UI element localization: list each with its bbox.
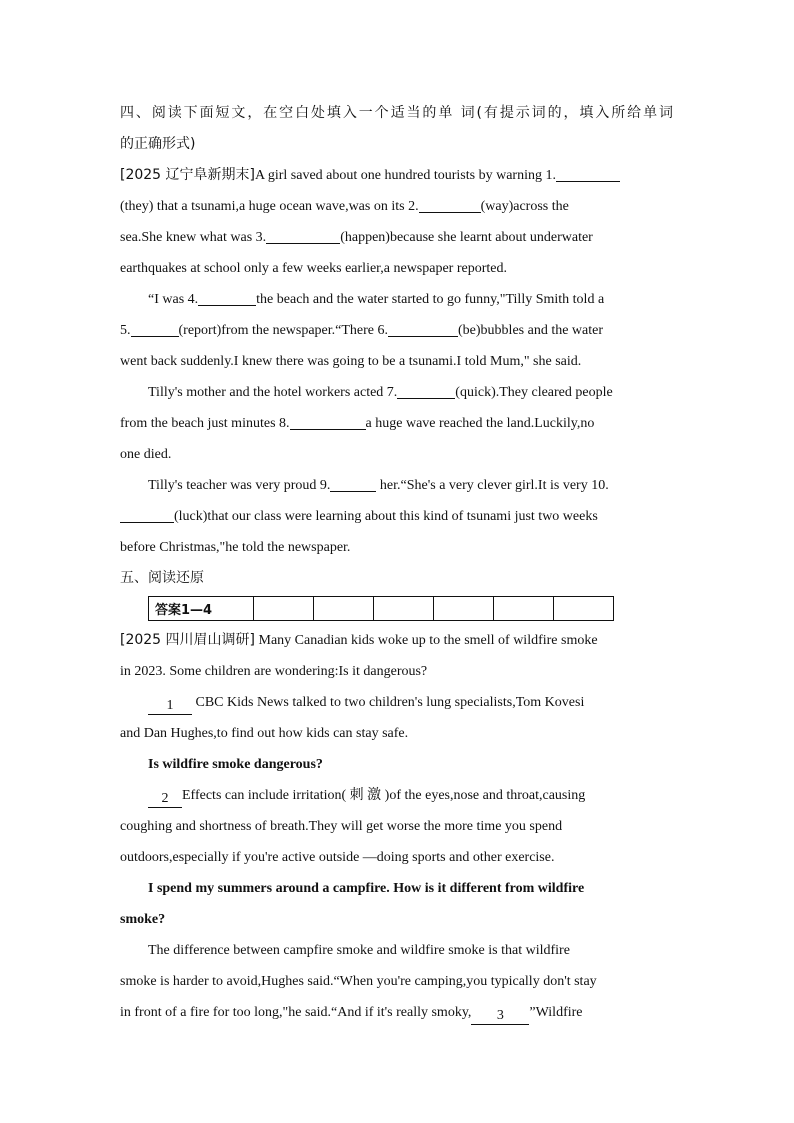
passage2-line: 1 CBC Kids News talked to two children's lung specialists,Tom Kovesi: [120, 687, 673, 718]
subheading-question-cont: smoke?: [120, 912, 166, 927]
answer-blank-6[interactable]: [388, 320, 458, 337]
answer-cell-4[interactable]: [434, 597, 494, 621]
passage1-line: Tilly's teacher was very proud 9. her.“She's a very clever girl.It is very 10.: [120, 470, 673, 501]
passage1-line: one died.: [120, 447, 172, 462]
passage1-line: 5. (report)from the newspaper.“There 6. (be)bubbles and the water: [120, 315, 673, 346]
passage1-line: went back suddenly.I knew there was going to be a tsunami.I told Mum," she said.: [120, 354, 582, 369]
passage1-line: before Christmas,"he told the newspaper.: [120, 540, 351, 555]
passage1-line: “I was 4. the beach and the water started to go funny,"Tilly Smith told a: [120, 284, 673, 315]
passage1-line: earthquakes at school only a few weeks earlier,a newspaper reported.: [120, 261, 507, 276]
passage2-line: coughing and shortness of breath.They will get worse the more time you spend: [120, 819, 563, 834]
passage2-line: in front of a fire for too long,"he said.“And if it's really smoky, 3 ”Wildfire: [120, 1005, 583, 1023]
answer-cell-1[interactable]: [254, 597, 314, 621]
document-page: [120, 98, 673, 1028]
passage1-line: sea.She knew what was 3. (happen)because she learnt about underwater: [120, 222, 673, 253]
answer-blank-5[interactable]: [131, 320, 179, 337]
answer-cell-6[interactable]: [554, 597, 614, 621]
answer-cell-5[interactable]: [494, 597, 554, 621]
passage2-line: [2025 四川眉山调研] Many Canadian kids woke up to the smell of wildfire smoke: [120, 632, 598, 648]
section4-heading-cont: 的正确形式): [120, 136, 196, 152]
passage1-line: (they) that a tsunami,a huge ocean wave,was on its 2. (way)across the: [120, 191, 673, 222]
passage1-line: Tilly's mother and the hotel workers acted 7. (quick).They cleared people: [120, 377, 673, 408]
passage2-line: 2 Effects can include irritation( 刺 激 )of the eyes,nose and throat,causing: [120, 780, 673, 811]
source-tag: [2025 辽宁阜新期末]: [120, 167, 256, 183]
answer-blank-3[interactable]: [266, 227, 340, 244]
passage1-line: [2025 辽宁阜新期末]A girl saved about one hundred tourists by warning 1.: [120, 160, 673, 191]
answer-cell-3[interactable]: [374, 597, 434, 621]
passage2-line: in 2023. Some children are wondering:Is it dangerous?: [120, 664, 428, 679]
passage1-line: (luck)that our class were learning about this kind of tsunami just two weeks: [120, 501, 673, 532]
answer-table-label: 答案1—4: [149, 597, 254, 621]
answer-blank-9[interactable]: [330, 475, 376, 492]
passage2-line: outdoors,especially if you're active outside —doing sports and other exercise.: [120, 850, 555, 865]
section5-heading: 五、阅读还原: [120, 570, 204, 586]
answer-table: [148, 596, 614, 621]
answer-blank-10[interactable]: [120, 506, 174, 523]
answer-blank-4[interactable]: [198, 289, 256, 306]
answer-blank-s1[interactable]: 1: [148, 698, 192, 715]
subheading-question: I spend my summers around a campfire. How is it different from wildfire: [148, 881, 585, 896]
answer-blank-s2[interactable]: 2: [148, 791, 182, 808]
subheading-question: Is wildfire smoke dangerous?: [148, 757, 323, 772]
answer-blank-1[interactable]: [556, 165, 620, 182]
section4-heading: 四、阅读下面短文，在空白处填入一个适当的单 词(有提示词的，填入所给单词: [120, 105, 673, 121]
answer-blank-s3[interactable]: 3: [471, 1008, 529, 1025]
passage2-line: smoke is harder to avoid,Hughes said.“When you're camping,you typically don't stay: [120, 974, 597, 989]
source-tag: [2025 四川眉山调研]: [120, 632, 256, 648]
answer-blank-8[interactable]: [290, 413, 366, 430]
passage2-line: The difference between campfire smoke and wildfire smoke is that wildfire: [148, 943, 570, 958]
passage2-line: and Dan Hughes,to find out how kids can stay safe.: [120, 726, 409, 741]
answer-cell-2[interactable]: [314, 597, 374, 621]
passage1-line: from the beach just minutes 8. a huge wave reached the land.Luckily,no: [120, 408, 673, 439]
answer-blank-7[interactable]: [397, 382, 455, 399]
answer-blank-2[interactable]: [419, 196, 481, 213]
